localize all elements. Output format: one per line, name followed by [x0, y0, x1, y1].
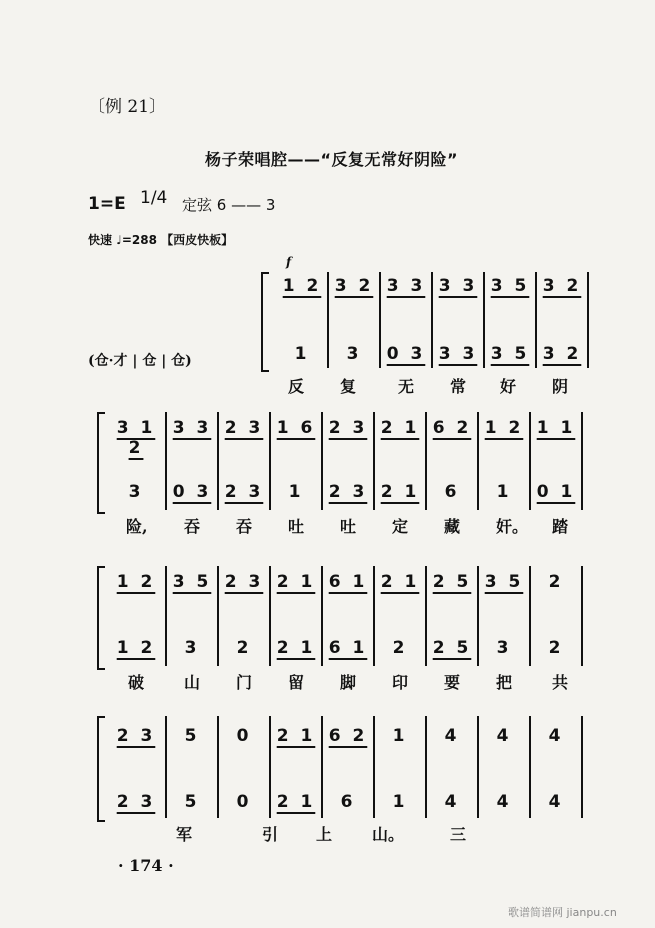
- barline: [425, 412, 427, 510]
- measure: 0 3: [172, 482, 212, 502]
- measure: 4: [548, 792, 564, 812]
- measure: 2: [236, 638, 252, 658]
- measure: 1 2: [484, 418, 524, 438]
- lyric: 阴: [552, 377, 569, 396]
- measure: 2 3: [328, 482, 368, 502]
- measure: 1: [496, 482, 512, 502]
- lyric: 好: [500, 377, 517, 396]
- barline: [269, 716, 271, 818]
- page-number: · 174 ·: [118, 856, 174, 875]
- measure: 3 3: [172, 418, 212, 438]
- measure: 3 1 2: [116, 418, 156, 458]
- measure: 4: [496, 726, 512, 746]
- measure: 2 1: [276, 726, 316, 746]
- measure: 3: [128, 482, 144, 502]
- lyric: 反: [288, 377, 305, 396]
- lyric: 印: [392, 673, 409, 692]
- lyric: 奸。: [496, 517, 529, 536]
- measure: 2 3: [224, 418, 264, 438]
- barline: [529, 412, 531, 510]
- lyric: 定: [392, 517, 409, 536]
- measure: 2 3: [224, 572, 264, 592]
- barline: [165, 412, 167, 510]
- barline: [477, 716, 479, 818]
- measure: 4: [548, 726, 564, 746]
- lyric: 复: [340, 377, 357, 396]
- key-signature: 1=E: [88, 194, 126, 214]
- lyric: 引: [262, 825, 279, 844]
- measure: 0: [236, 726, 252, 746]
- measure: 3 5: [484, 572, 524, 592]
- measure: 1: [392, 726, 408, 746]
- measure: 6: [340, 792, 356, 812]
- measure: 2 1: [380, 418, 420, 438]
- barline: [321, 716, 323, 818]
- measure: 2: [392, 638, 408, 658]
- measure: 2 3: [224, 482, 264, 502]
- barline: [217, 566, 219, 666]
- measure: 0: [236, 792, 252, 812]
- measure: 3 5: [490, 344, 530, 364]
- measure: 2 1: [380, 572, 420, 592]
- measure: 3 3: [386, 276, 426, 296]
- barline: [217, 716, 219, 818]
- measure: 1: [392, 792, 408, 812]
- measure: 6 2: [432, 418, 472, 438]
- measure: 2 3: [116, 792, 156, 812]
- page-title: 杨子荣唱腔——“反复无常好阴险”: [205, 150, 459, 169]
- measure: 6 1: [328, 572, 368, 592]
- tempo-marking: 快速 ♩=288 【西皮快板】: [88, 233, 234, 247]
- measure: 1: [288, 482, 304, 502]
- lyric: 把: [496, 673, 513, 692]
- lyric: 脚: [340, 673, 357, 692]
- barline: [425, 566, 427, 666]
- lyric: 军: [176, 825, 193, 844]
- barline: [581, 566, 583, 666]
- lyric: 藏: [444, 517, 461, 536]
- measure: 3 2: [334, 276, 374, 296]
- watermark: 歌谱简谱网 jianpu.cn: [508, 906, 617, 919]
- lyric: 吐: [340, 517, 357, 536]
- lyric: 险,: [126, 517, 148, 536]
- measure: 1 2: [116, 638, 156, 658]
- measure: 4: [444, 792, 460, 812]
- measure: 6 1: [328, 638, 368, 658]
- measure: 3: [496, 638, 512, 658]
- lyric: 吐: [288, 517, 305, 536]
- barline: [373, 716, 375, 818]
- barline: [425, 716, 427, 818]
- measure: 6: [444, 482, 460, 502]
- lyric: 留: [288, 673, 305, 692]
- measure: 2 5: [432, 572, 472, 592]
- measure: 2: [548, 572, 564, 592]
- measure: 2 1: [380, 482, 420, 502]
- measure: 2 3: [116, 726, 156, 746]
- measure: 0 3: [386, 344, 426, 364]
- lyric: 三: [450, 825, 467, 844]
- lyric: 无: [398, 377, 415, 396]
- lyric: 山。: [372, 825, 405, 844]
- barline: [269, 412, 271, 510]
- barline: [321, 412, 323, 510]
- measure: 1 6: [276, 418, 316, 438]
- measure: 3 5: [490, 276, 530, 296]
- lyric: 踏: [552, 517, 569, 536]
- barline: [217, 412, 219, 510]
- measure: 4: [444, 726, 460, 746]
- lyric: 常: [450, 377, 467, 396]
- lyric: 共: [552, 673, 569, 692]
- lyric: 吞: [184, 517, 201, 536]
- measure: 3 5: [172, 572, 212, 592]
- measure: 1: [294, 344, 310, 364]
- measure: 3 3: [438, 344, 478, 364]
- measure: 4: [496, 792, 512, 812]
- percussion-intro: (仓·才 | 仓 | 仓): [88, 353, 192, 369]
- dynamic-marking: f: [286, 255, 292, 269]
- measure: 6 2: [328, 726, 368, 746]
- system-bracket: [97, 412, 105, 514]
- barline: [165, 566, 167, 666]
- barline: [587, 272, 589, 368]
- example-label: 〔例 21〕: [88, 97, 167, 117]
- barline: [379, 272, 381, 368]
- measure: 2 1: [276, 792, 316, 812]
- barline: [477, 412, 479, 510]
- barline: [373, 566, 375, 666]
- measure: 0 1: [536, 482, 576, 502]
- barline: [529, 566, 531, 666]
- measure: 2 5: [432, 638, 472, 658]
- lyric: 门: [236, 673, 253, 692]
- barline: [431, 272, 433, 368]
- system-bracket: [97, 566, 105, 670]
- barline: [581, 412, 583, 510]
- barline: [529, 716, 531, 818]
- barline: [269, 566, 271, 666]
- barline: [327, 272, 329, 368]
- barline: [165, 716, 167, 818]
- system-bracket: [261, 272, 269, 372]
- measure: 3: [184, 638, 200, 658]
- system-bracket: [97, 716, 105, 822]
- tuning: 定弦 6 —— 3: [182, 196, 276, 214]
- measure: 5: [184, 792, 200, 812]
- measure: 3 3: [438, 276, 478, 296]
- measure: 2 1: [276, 572, 316, 592]
- measure: 3 2: [542, 344, 582, 364]
- lyric: 上: [316, 825, 333, 844]
- lyric: 吞: [236, 517, 253, 536]
- measure: 3 2: [542, 276, 582, 296]
- measure: 5: [184, 726, 200, 746]
- barline: [373, 412, 375, 510]
- lyric: 要: [444, 673, 461, 692]
- measure: 2 3: [328, 418, 368, 438]
- measure: 3: [346, 344, 362, 364]
- barline: [483, 272, 485, 368]
- barline: [321, 566, 323, 666]
- lyric: 山: [184, 673, 201, 692]
- barline: [581, 716, 583, 818]
- time-signature: 1/4: [140, 188, 168, 208]
- barline: [535, 272, 537, 368]
- measure: 1 2: [282, 276, 322, 296]
- measure: 1 1: [536, 418, 576, 438]
- measure: 2 1: [276, 638, 316, 658]
- measure: 2: [548, 638, 564, 658]
- lyric: 破: [128, 673, 145, 692]
- measure: 1 2: [116, 572, 156, 592]
- barline: [477, 566, 479, 666]
